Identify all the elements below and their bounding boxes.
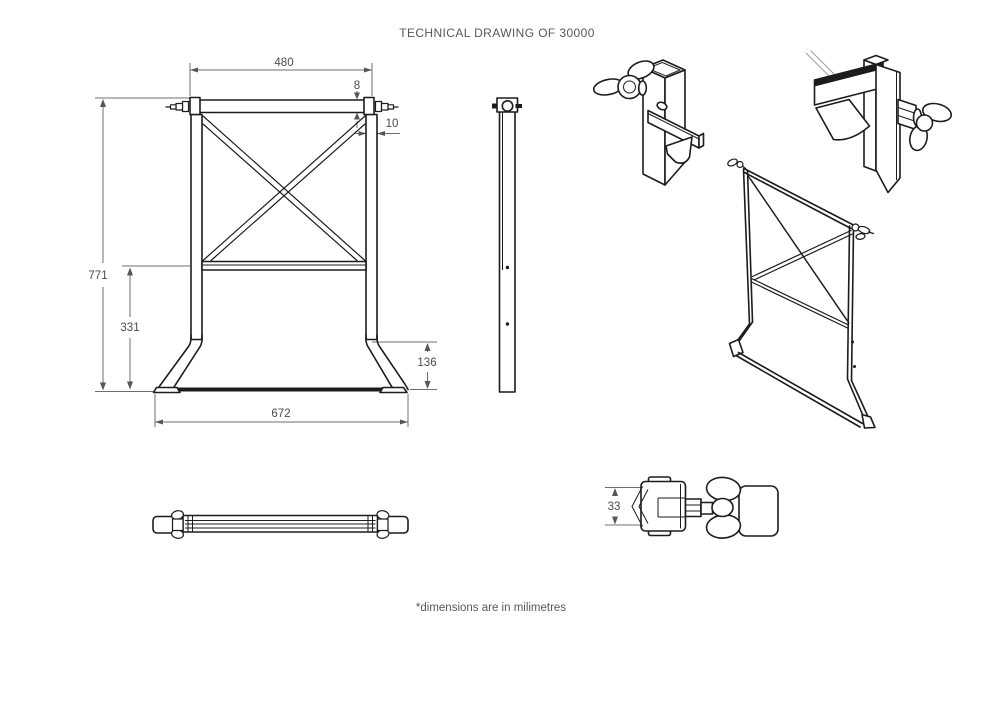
side-clamp-ring — [502, 101, 512, 111]
base-bar — [172, 388, 388, 392]
bolt-shaft — [701, 503, 713, 515]
side-view — [492, 98, 522, 392]
iso-left-post — [730, 169, 753, 357]
side-hole-lower — [506, 322, 509, 325]
dim-label-331: 331 — [120, 322, 140, 334]
iso-hole-upper — [851, 341, 854, 344]
dim-label-771: 771 — [88, 270, 108, 282]
plan-left-wing-nut — [171, 510, 184, 540]
mid-rail — [202, 262, 366, 271]
dim-label-33: 33 — [607, 501, 621, 513]
iso-view — [727, 158, 875, 428]
side-clamp-right — [516, 104, 523, 108]
side-clamp-left — [492, 104, 497, 109]
cross-brace — [203, 116, 365, 261]
top-bar — [194, 100, 370, 113]
front-view-frame — [154, 98, 409, 393]
wing-hub — [712, 499, 733, 517]
plan-view — [153, 510, 408, 540]
hex-nut — [686, 499, 702, 517]
top-bar-right-cap — [364, 98, 374, 115]
left-leg — [158, 335, 203, 390]
iso-right-foot — [862, 415, 875, 429]
dim-label-480: 480 — [274, 57, 294, 69]
dim-overall-height — [88, 98, 190, 392]
page-title: TECHNICAL DRAWING OF 30000 — [399, 26, 595, 40]
bar-flap — [816, 100, 870, 140]
top-bar-left-cap — [190, 98, 200, 115]
iso-left-clamp — [727, 158, 746, 169]
clamp-detail-front-iso — [592, 58, 703, 185]
washer — [639, 81, 647, 95]
right-post — [366, 115, 377, 340]
iso-bottom-bar — [736, 353, 863, 428]
dim-base-width — [155, 394, 408, 427]
iso-top-bar — [744, 169, 853, 229]
left-foot — [154, 388, 181, 393]
pole-tube — [739, 486, 778, 536]
right-leg — [366, 335, 408, 390]
dim-label-672: 672 — [271, 408, 291, 420]
clamp-detail-top-view — [605, 476, 778, 540]
side-bar — [500, 99, 516, 392]
dim-top-width — [190, 57, 372, 96]
iso-right-clamp — [852, 224, 874, 240]
strap-end — [699, 134, 704, 149]
side-hole-upper — [506, 266, 509, 269]
iso-right-post — [848, 226, 876, 428]
clamp-detail-back-iso — [806, 51, 953, 193]
dim-label-136: 136 — [417, 357, 437, 369]
right-clamp-bolt — [376, 102, 399, 112]
dim-lower-height — [120, 266, 190, 390]
wing-hub — [618, 76, 641, 99]
right-foot — [380, 388, 407, 393]
dim-label-8: 8 — [353, 80, 361, 92]
left-clamp-bolt — [166, 102, 189, 112]
iso-hole-lower — [853, 365, 856, 368]
units-note: *dimensions are in milimetres — [415, 602, 567, 614]
plan-right-wing-nut — [376, 510, 389, 540]
dim-label-10: 10 — [385, 118, 399, 130]
left-post — [191, 115, 202, 340]
iso-mid-rail — [752, 279, 848, 329]
wing-hub — [917, 115, 933, 131]
